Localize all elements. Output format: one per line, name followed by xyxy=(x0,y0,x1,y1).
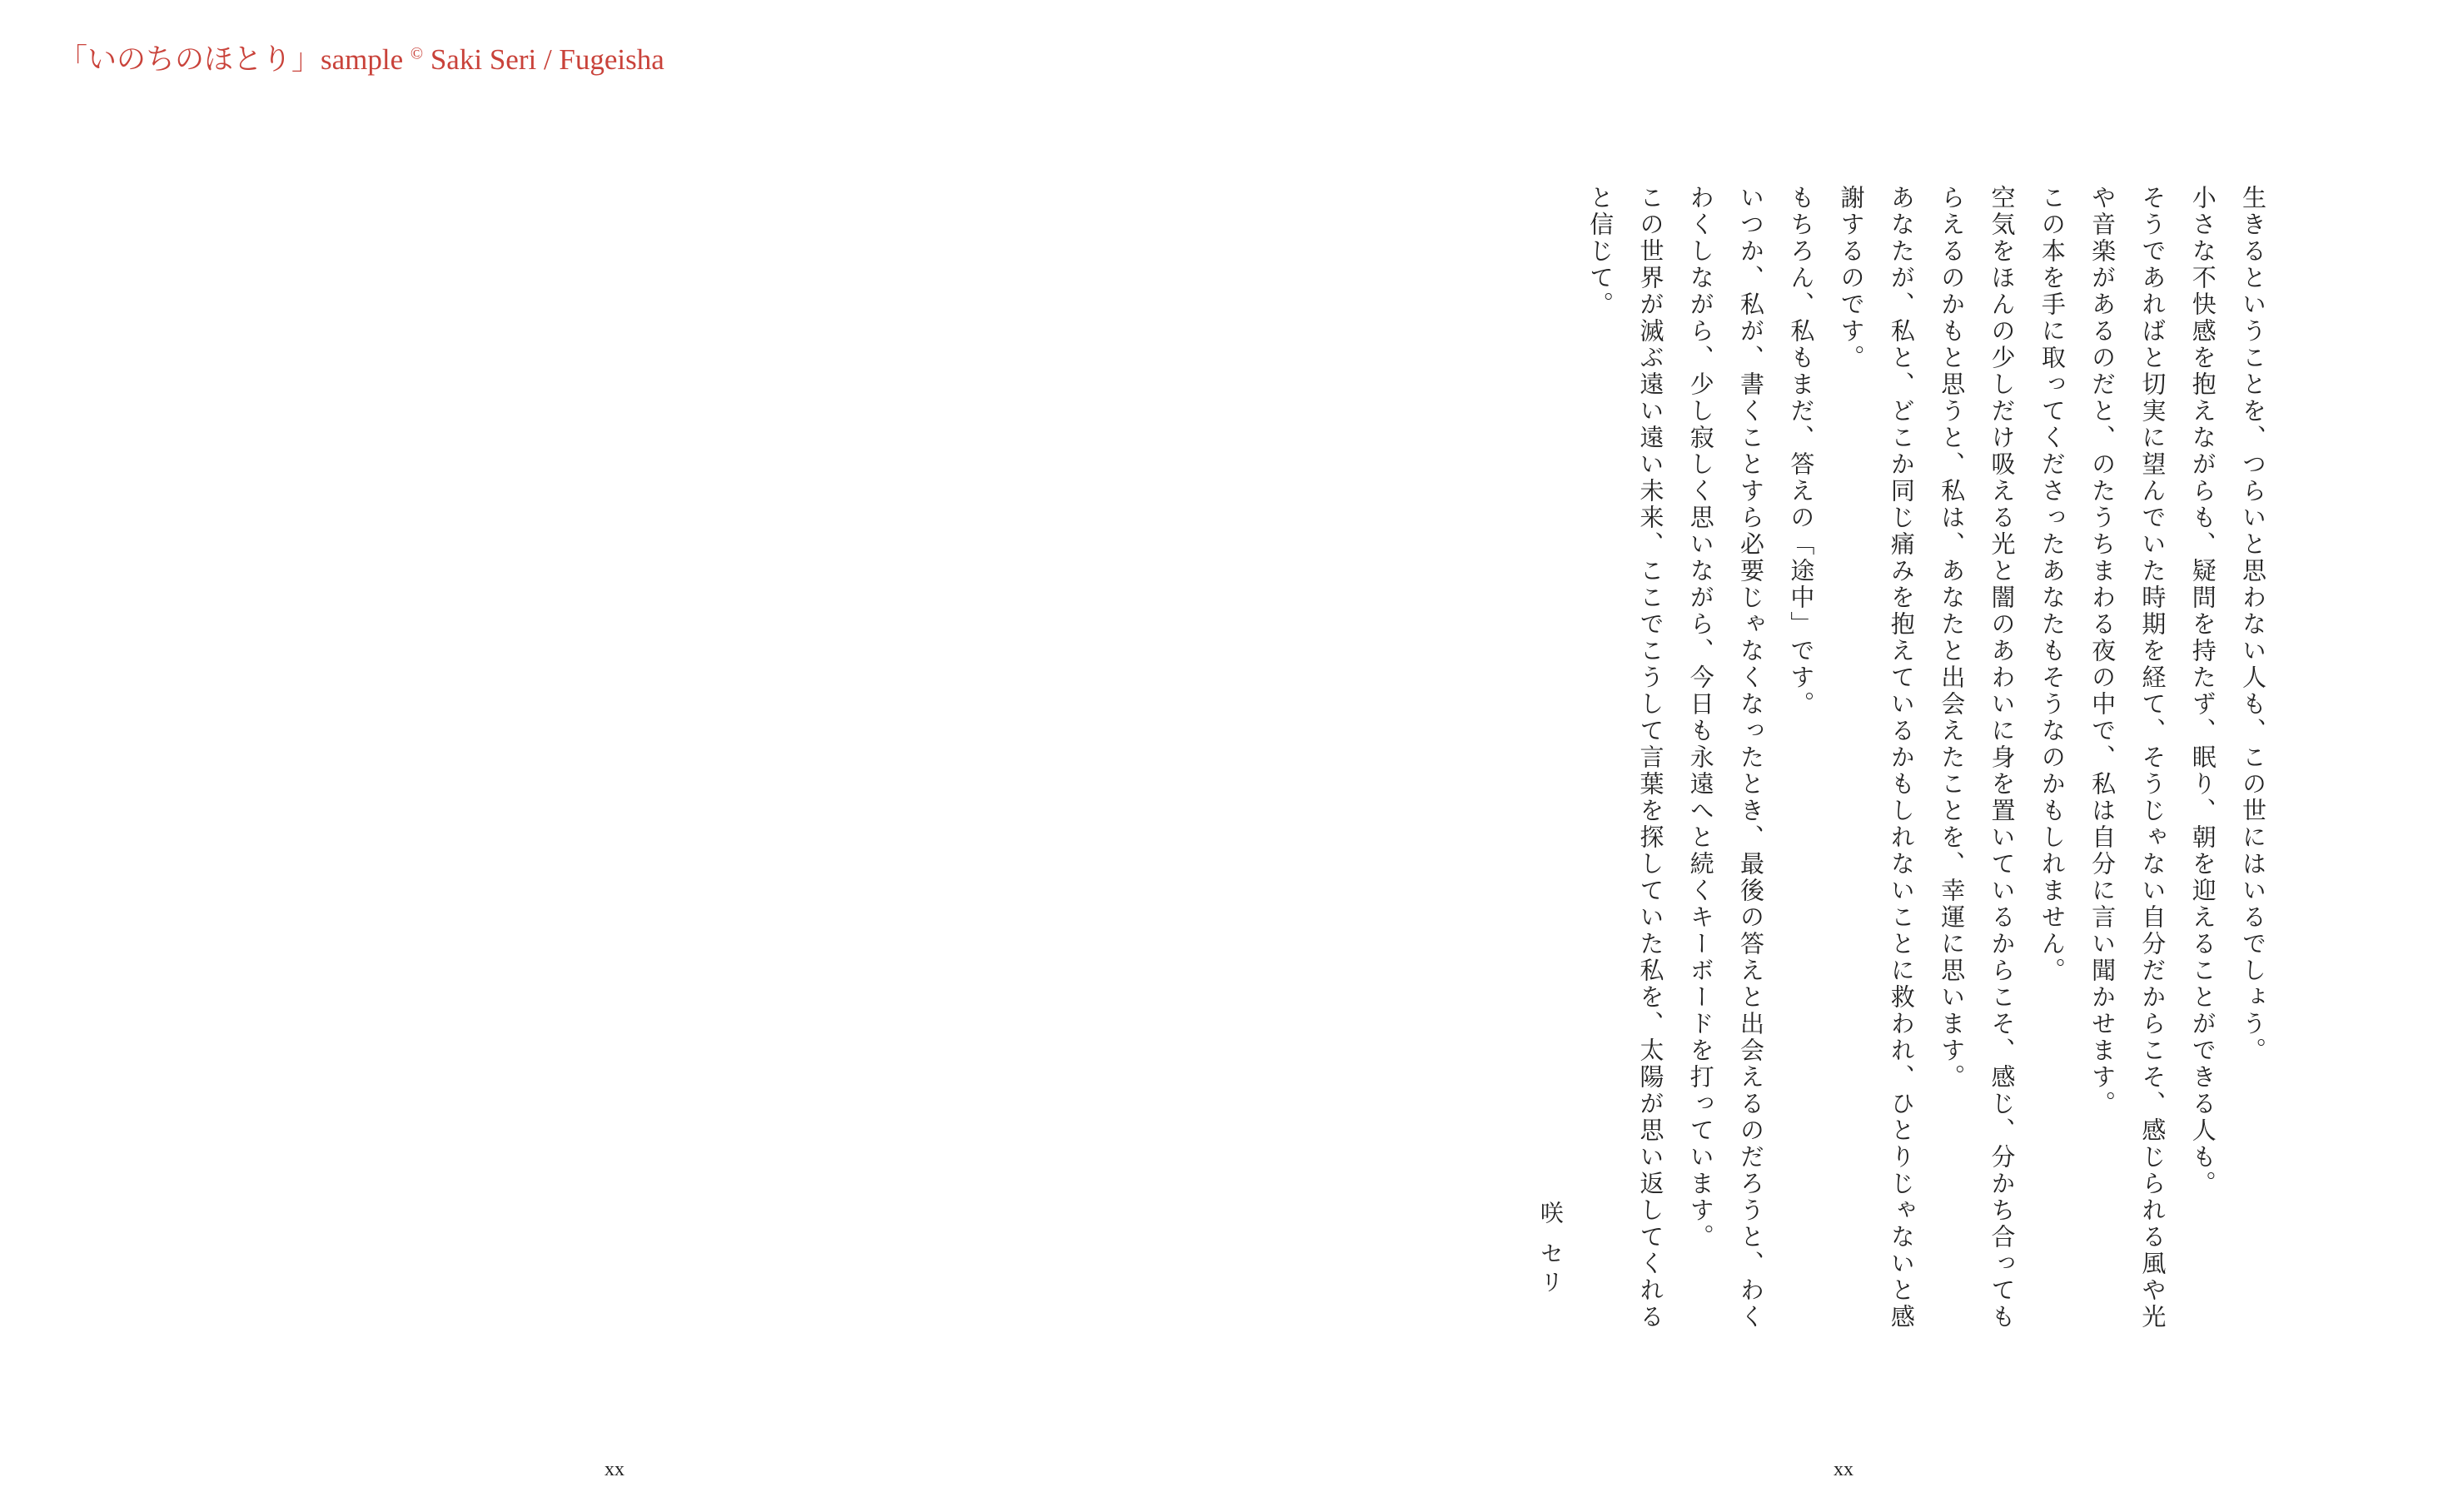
left-page-number: xx xyxy=(605,1459,624,1480)
paragraph-3: そうであればと切実に望んでいた時期を経て、そうじゃない自分だからこそ、感じられる風や光や音楽があるのだと、のたうちまわる夜の中で、私は自分に言い聞かせます。 xyxy=(2088,185,2167,1330)
right-page-number: xx xyxy=(1834,1459,1853,1480)
paragraph-4: この本を手に取ってくださったあなたもそうなのかもしれません。 xyxy=(2038,185,2067,984)
author-signature: 咲 セリ xyxy=(1536,1201,1565,1298)
paragraph-2: 小さな不快感を抱えながらも、疑問を持たず、眠り、朝を迎えることができる人も。 xyxy=(2188,185,2217,1197)
right-page xyxy=(1229,0,2458,1512)
paragraph-7: もちろん、私もまだ、答えの「途中」です。 xyxy=(1787,185,1816,718)
paragraph-5: 空気をほんの少しだけ吸える光と闇のあわいに身を置いているからこそ、感じ、分かち合ってもらえるのかもと思うと、私は、あなたと出会えたことを、幸運に思います。 xyxy=(1938,185,2017,1330)
paragraph-9: この世界が滅ぶ遠い遠い未来、ここでこうして言葉を探していた私を、太陽が思い返してくれると信じて。 xyxy=(1586,185,1665,1330)
sample-credit-header xyxy=(58,37,664,78)
author-publisher: Saki Seri / Fugeisha xyxy=(430,43,664,76)
vertical-body-text xyxy=(1475,185,2278,1334)
paragraph-8: いつか、私が、書くことすら必要じゃなくなったとき、最後の答えと出会えるのだろうと、わくわくしながら、少し寂しく思いながら、今日も永遠へと続くキーボードを打っています。 xyxy=(1686,185,1766,1330)
paragraph-6: あなたが、私と、どこか同じ痛みを抱えているかもしれないことに救われ、ひとりじゃないと感謝するのです。 xyxy=(1837,185,1916,1330)
paragraph-1: 生きるということを、つらいと思わない人も、この世にはいるでしょう。 xyxy=(2239,185,2267,1064)
copyright-mark: © xyxy=(410,44,424,63)
book-title-sample: 「いのちのほとり」sample xyxy=(58,43,404,76)
